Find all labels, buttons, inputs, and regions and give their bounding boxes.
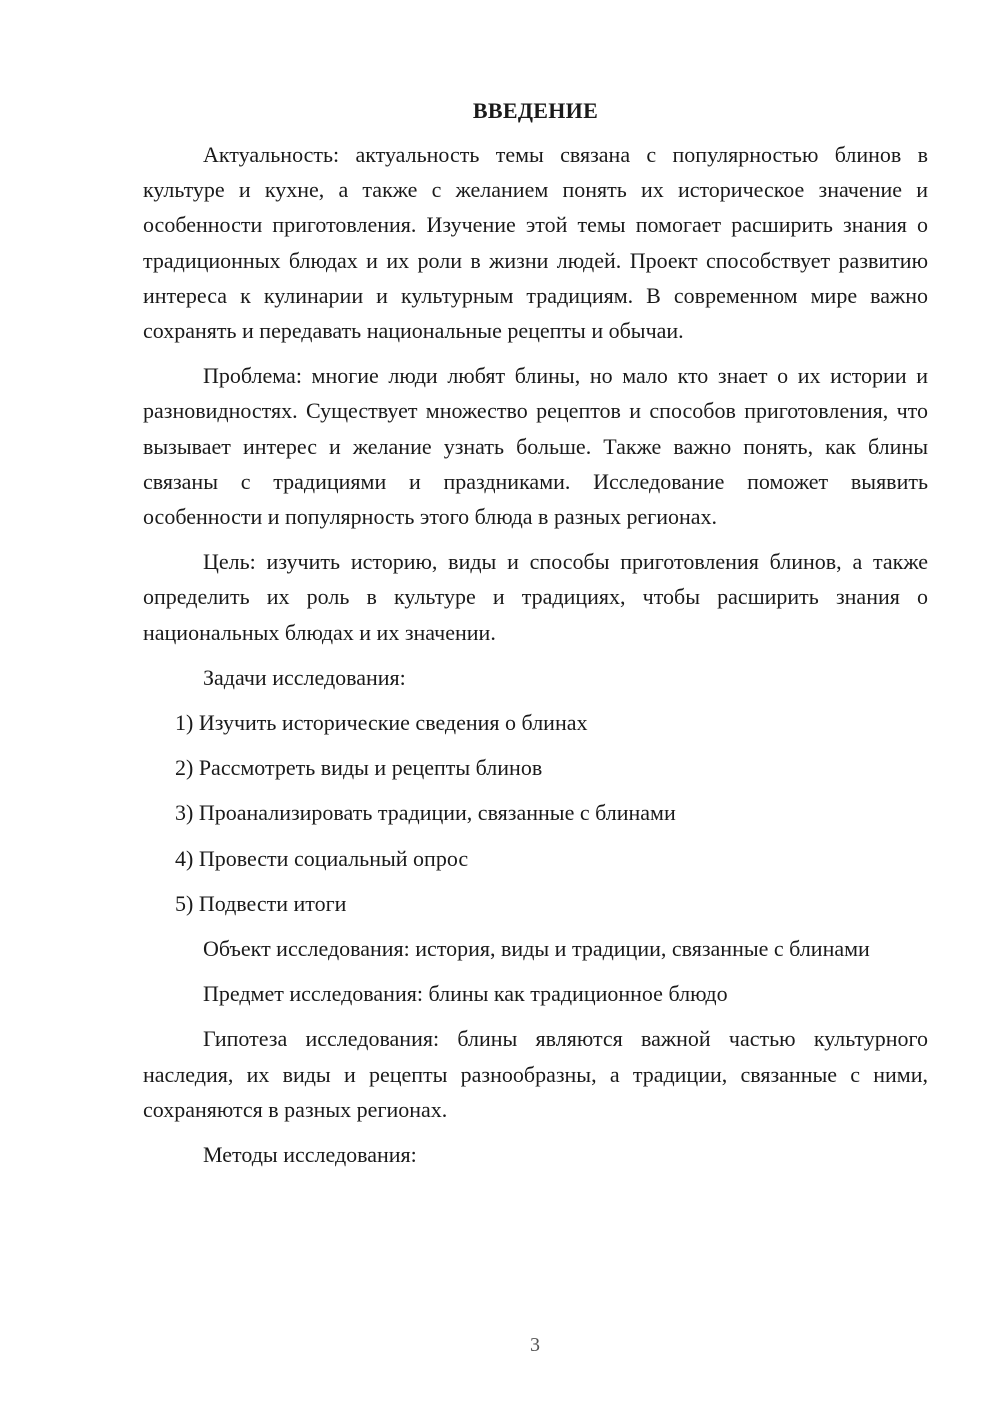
list-item: 5) Подвести итоги — [175, 890, 347, 916]
object-paragraph: Объект исследования: история, виды и традиции, связанные с блинами — [203, 936, 870, 962]
document-page — [143, 96, 928, 1182]
tasks-list — [143, 705, 928, 921]
tasks-heading: Задачи исследования: — [203, 664, 406, 690]
methods-heading: Методы исследования: — [203, 1142, 417, 1168]
list-item: 3) Проанализировать традиции, связанные с блинами — [175, 800, 676, 826]
goal-paragraph: Цель: изучить историю, виды и способы приготовления блинов, а также определить их роль в культуре и традициях, чтобы расширить знания о национальных блюдах и их значении. — [143, 549, 928, 645]
relevance-paragraph: Актуальность: актуальность темы связана с популярностью блинов в культуре и кухне, а также с желанием понять их историческое значение и особенности приготовления. Изучение этой темы помогает расширить знания о традиционных блюдах и их роли в жизни людей. Проект способствует развитию интереса к кулинарии и культурным традициям. В современном мире важно сохранять и передавать национальные рецепты и обычаи. — [143, 142, 928, 344]
subject-paragraph: Предмет исследования: блины как традиционное блюдо — [203, 981, 728, 1007]
list-item: 4) Провести социальный опрос — [175, 845, 469, 871]
page-title: ВВЕДЕНИЕ — [472, 98, 599, 123]
hypothesis-paragraph: Гипотеза исследования: блины являются важной частью культурного наследия, их виды и рецепты разнообразны, а традиции, связанные с ними, сохраняются в разных регионах. — [143, 1026, 928, 1122]
list-item: 1) Изучить исторические сведения о блинах — [175, 710, 588, 736]
problem-paragraph: Проблема: многие люди любят блины, но мало кто знает о их истории и разновидностях. Существует множество рецептов и способов приготовления, что вызывает интерес и желание узнать больше. Также важно понять, как блины связаны с традициями и праздниками. Исследование поможет выявить особенности и популярность этого блюда в разных регионах. — [143, 363, 928, 530]
list-item: 2) Рассмотреть виды и рецепты блинов — [175, 755, 543, 781]
page-number: 3 — [530, 1334, 540, 1356]
